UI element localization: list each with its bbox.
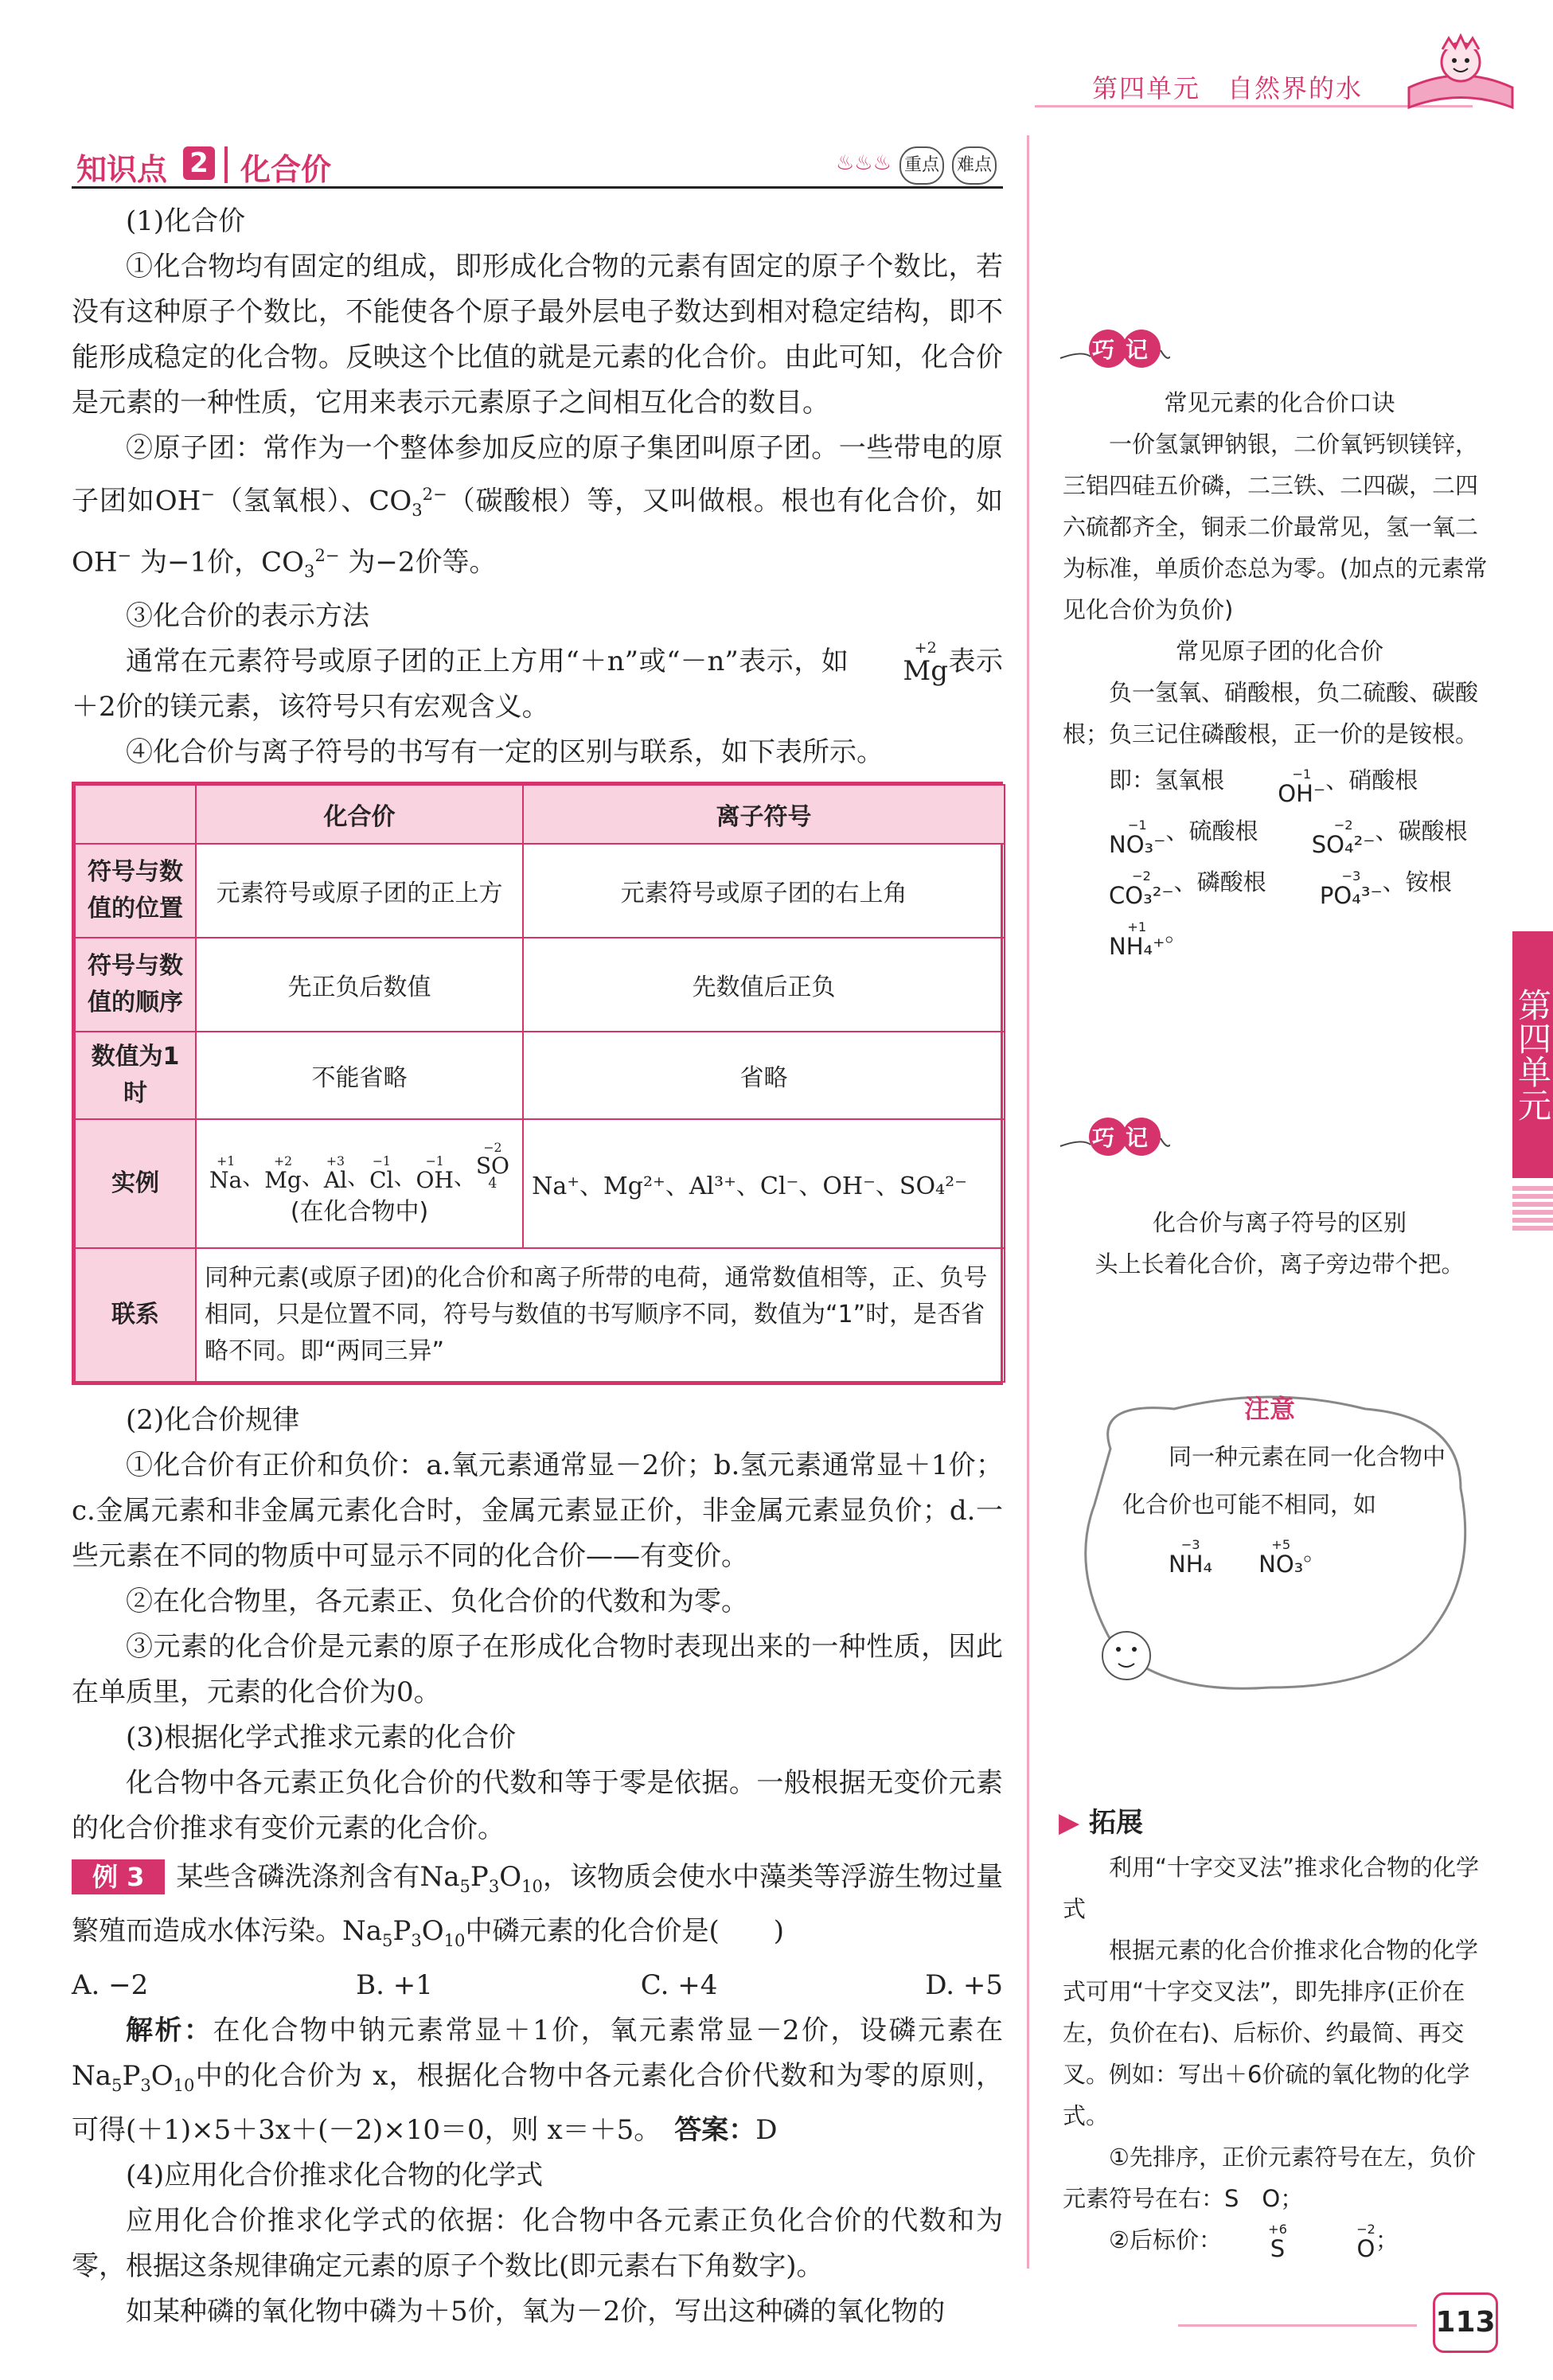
- section-3-paragraph-1: 化合物中各元素正负化合价的代数和等于零是依据。一般根据无变价元素的化合价推求有变价元素的化合价。: [72, 1767, 1003, 1845]
- table-cell-relation: 同种元素(或原子团)的化合价和离子所带的电荷，通常数值相等，正、负号相同，只是位置不同，符号与数值的书写顺序不同，数值为“1”时，是否省略不同。即“两同三异”: [196, 1248, 1005, 1382]
- qiaoji-badge-1: [1059, 326, 1170, 374]
- row-label: 符号与数值的位置: [75, 844, 196, 938]
- options-row: [72, 1963, 1003, 2008]
- unit-title: 第四单元 自然界的水: [1092, 73, 1364, 103]
- example-question: 例 3 某些含磷洗涤剂含有$Na_5P_3O_{10}$，该物质会使水中藻类等浮游生物过量繁殖而造成水体污染。$Na_5P_3O_{10}$中磷元素的化合价是( ): [72, 1861, 1004, 1950]
- table-cell-valence-examples: +1 Na、 +2 Mg、 +3 Al、 −1 Cl、 −1 OH、 −2 SO 4 (在化合物中): [196, 1119, 523, 1248]
- tip-2-title: 化合价与离子符号的区别: [1152, 1209, 1407, 1236]
- example-analysis: 解析：在化合物中钠元素常显＋1价，氧元素常显－2价，设磷元素在$Na_5P_3O_{10}$中的化合价为 x，根据化合物中各元素化合价代数和为零的原则，可得(＋1)×5＋3x＋(－2)×10＝0，则 x＝＋5。 答案：D: [72, 2014, 1004, 2146]
- table-header-valence: 化合价: [196, 785, 523, 844]
- side-tab-stripes: [1512, 1186, 1553, 1234]
- note-title: 注意: [1243, 1394, 1295, 1424]
- table-row: [75, 938, 1005, 1032]
- tip-1-title: 常见元素的化合价口诀: [1164, 389, 1395, 416]
- section-1-paragraph-4: 通常在元素符号或原子团的正上方用“＋n”或“－n”表示，如 +2 Mg表示＋2价的镁元素，该符号只有宏观含义。: [72, 639, 1003, 724]
- section-2-paragraph-1: ①化合价有正价和负价：a.氧元素通常显－2价；b.氢元素通常显＋1价；c.金属元素和非金属元素化合时，金属元素显正价，非金属元素显负价；d.一些元素在不同的物质中可显示不同的化合价——有变价。: [72, 1449, 1003, 1573]
- table-row: [75, 1248, 1005, 1382]
- section-2-paragraph-3: ③元素的化合价是元素的原子在形成化合物时表现出来的一种性质，因此在单质里，元素的化合价为0。: [72, 1631, 1003, 1709]
- table-corner: [75, 785, 196, 844]
- row-label: 数值为1时: [75, 1032, 196, 1119]
- unit-side-tab: 第四单元: [1512, 931, 1553, 1178]
- tip-1-sub-body: 负一氢氧、硝酸根，负二硫酸、碳酸根；负三记住磷酸根，正一价的是铵根。: [1063, 679, 1479, 747]
- section-1-paragraph-5: ④化合价与离子符号的书写有一定的区别与联系，如下表所示。: [126, 736, 884, 769]
- table-cell: 不能省略: [196, 1032, 523, 1119]
- table-cell: 先正负后数值: [196, 938, 523, 1032]
- examples-note: (在化合物中): [290, 1197, 429, 1226]
- table-cell-ion-examples: Na⁺、Mg²⁺、Al³⁺、Cl⁻、OH⁻、SO₄²⁻: [523, 1119, 1005, 1248]
- tip-1-subtitle: 常见原子团的化合价: [1175, 638, 1383, 665]
- table-cell: 元素符号或原子团的右上角: [523, 844, 1005, 938]
- expand-paragraph-4: ②后标价： +6 S −2 O；: [1109, 2221, 1399, 2262]
- section-3-title: (3)根据化学式推求元素的化合价: [126, 1722, 517, 1754]
- difficult-point-tag: 难点: [952, 146, 997, 185]
- expand-paragraph-1: 利用“十字交叉法”推求化合物的化学式: [1063, 1854, 1480, 1922]
- sidebar-tip-1: [1063, 382, 1496, 958]
- section-1-paragraph-2: ②原子团：常作为一个整体参加反应的原子集团叫原子团。一些带电的原子团如OH−（氢氧根）、$CO_3^{2-}$（碳酸根）等，又叫做根。根也有化合价，如OH− 为−1价，$CO_3^{2-}$ 为−2价等。: [72, 432, 1004, 582]
- qiaoji-label-1: 巧记: [1092, 337, 1160, 363]
- tip-2-body: 头上长着化合价，离子旁边带个把。: [1095, 1250, 1465, 1278]
- section-4-title: (4)应用化合价推求化合物的化学式: [126, 2159, 544, 2191]
- example-tag: 例 3: [72, 1859, 165, 1894]
- table-cell: 元素符号或原子团的正上方: [196, 844, 523, 938]
- knowledge-point-label: 知识点: [76, 152, 168, 187]
- mascot-book-icon: [1401, 32, 1520, 111]
- option-c[interactable]: C. +4: [640, 1968, 718, 2001]
- main-column: [72, 143, 1003, 2335]
- section-1-paragraph-1: ①化合物均有固定的组成，即形成化合物的元素有固定的原子个数比，若没有这种原子个数比，不能使各个原子最外层电子数达到相对稳定结构，即不能形成稳定的化合物。反映这个比值的就是元素的化合价。由此可知，化合价是元素的一种性质，它用来表示元素原子之间相互化合的数目。: [72, 251, 1003, 419]
- section-4-paragraph-2: 如某种磷的氧化物中磷为＋5价，氧为－2价，写出这种磷的氧化物的: [126, 2295, 946, 2327]
- sidebar-expand: [1063, 1847, 1496, 2261]
- expand-paragraph-3: ①先排序，正价元素符号在左，负价元素符号在右：S O；: [1063, 2144, 1476, 2212]
- table-cell: 省略: [523, 1032, 1005, 1119]
- option-a[interactable]: A. −2: [72, 1968, 149, 2001]
- option-b[interactable]: B. +1: [356, 1968, 433, 2001]
- table-row: [75, 844, 1005, 938]
- difficulty-flames-icon: ♨♨♨: [836, 151, 892, 175]
- knowledge-point-title: 化合价: [240, 152, 332, 187]
- section-1-paragraph-3: ③化合价的表示方法: [126, 600, 369, 633]
- key-point-tag: 重点: [899, 146, 944, 185]
- table-row: [75, 1119, 1005, 1248]
- section-2-paragraph-2: ②在化合物里，各元素正、负化合价的代数和为零。: [126, 1586, 748, 1618]
- page-number: 113: [1433, 2292, 1498, 2353]
- table-cell: 先数值后正负: [523, 938, 1005, 1032]
- tip-1-examples: 即：氢氧根 −1 OH⁻、硝酸根 −1 NO₃⁻、硫酸根 −2 SO₄²⁻、碳酸根 −2 CO₃²⁻、磷酸根 −3 PO₄³⁻、铵根 +1 NH₄⁺。: [1109, 766, 1468, 960]
- tip-1-body: 一价氢氯钾钠银，二价氧钙钡镁锌，三铝四硅五价磷，二三铁、二四碳，二四六硫都齐全，铜汞二价最常见，氢一氧二为标准，单质价态总为零。(加点的元素常见化合价为负价): [1063, 431, 1488, 623]
- row-label: 实例: [75, 1119, 196, 1248]
- footer-rule: [1178, 2324, 1417, 2327]
- table-header-ion: 离子符号: [523, 785, 1005, 844]
- qiaoji-label-2: 巧记: [1092, 1125, 1160, 1151]
- comparison-table: [74, 784, 1005, 1383]
- expand-heading: ▶ 拓展: [1059, 1807, 1143, 1839]
- expand-arrow-icon: ▶: [1059, 1807, 1080, 1839]
- option-d[interactable]: D. +5: [925, 1968, 1003, 2001]
- sidebar-tip-2: [1063, 1202, 1496, 1285]
- section-1-title: (1)化合价: [126, 205, 246, 237]
- row-label: 符号与数值的顺序: [75, 938, 196, 1032]
- expand-paragraph-2: 根据元素的化合价推求化合物的化学式可用“十字交叉法”，即先排序(正价在左，负价在右)、后标价、约最简、再交叉。例如：写出＋6价硫的氧化物的化学式。: [1063, 1937, 1479, 2129]
- column-divider: [1027, 135, 1029, 2269]
- section-2-title: (2)化合价规律: [126, 1404, 300, 1437]
- knowledge-point-number: 2: [183, 146, 215, 180]
- section-4-paragraph-1: 应用化合价推求化学式的依据：化合物中各元素正负化合价的代数和为零，根据这条规律确定元素的原子个数比(即元素右下角数字)。: [72, 2204, 1003, 2282]
- note-body: 同一种元素在同一化合物中化合价也可能不相同，如 −3 NH₄ +5 NO₃。: [1122, 1443, 1446, 1578]
- qiaoji-badge-2: [1059, 1114, 1170, 1162]
- table-row: [75, 1032, 1005, 1119]
- row-label: 联系: [75, 1248, 196, 1382]
- comparison-table-frame: [72, 782, 1003, 1385]
